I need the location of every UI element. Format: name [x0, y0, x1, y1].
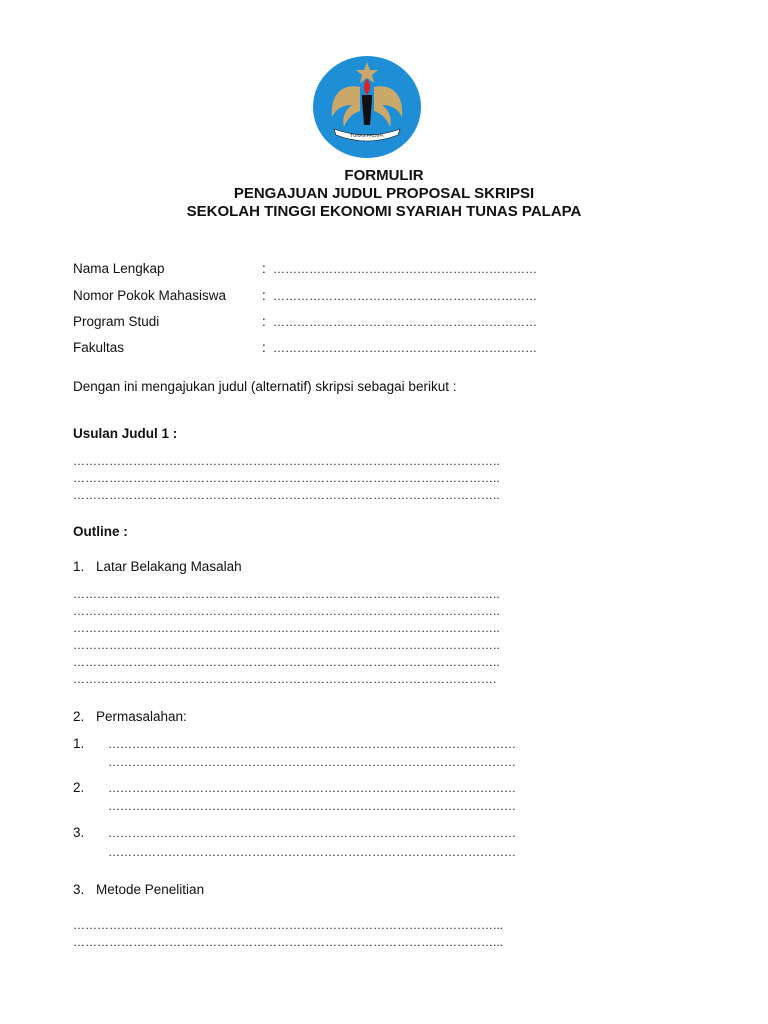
field-colon: :: [262, 314, 266, 329]
field-label-prodi: Program Studi: [73, 314, 160, 329]
permasalahan-item-number: 2.: [73, 780, 85, 795]
metode-penelitian-label: Metode Penelitian: [96, 882, 205, 897]
field-input-npm[interactable]: …………………………………………………………: [273, 289, 537, 303]
permasalahan-line[interactable]: …………………………………………………………………………………………: [108, 799, 516, 813]
latar-line[interactable]: ……………………………………………………………………………………………..: [73, 638, 500, 652]
field-input-fakultas[interactable]: …………………………………………………………: [273, 341, 537, 355]
metode-line[interactable]: ……………………………………………………………………………………………...: [73, 918, 504, 932]
latar-line[interactable]: ……………………………………………………………………………………………..: [73, 655, 500, 669]
latar-line[interactable]: ……………………………………………………………………………………………..: [73, 587, 500, 601]
logo-motto: TUNAS PALAPA: [350, 133, 384, 138]
latar-belakang-label: Latar Belakang Masalah: [96, 559, 242, 574]
permasalahan-item-number: 1.: [73, 736, 85, 751]
form-title-block: [0, 167, 768, 221]
intro-text: Dengan ini mengajukan judul (alternatif) skripsi sebagai berikut :: [73, 379, 457, 394]
latar-line[interactable]: …………………………………………………………………………………………….: [73, 672, 497, 686]
permasalahan-line[interactable]: …………………………………………………………………………………………: [108, 826, 516, 840]
outline-heading: Outline :: [73, 524, 128, 539]
field-colon: :: [262, 340, 266, 355]
outline-number: 1.: [73, 559, 85, 574]
metode-line[interactable]: ……………………………………………………………………………………………...: [73, 935, 504, 949]
field-label-fakultas: Fakultas: [73, 340, 125, 355]
usulan-line[interactable]: ……………………………………………………………………………………………..: [73, 471, 500, 485]
field-input-nama[interactable]: …………………………………………………………: [273, 262, 537, 276]
institution-name: SEKOLAH TINGGI EKONOMI SYARIAH TUNAS PALAPA: [186, 203, 582, 220]
usulan-line[interactable]: ……………………………………………………………………………………………..: [73, 488, 500, 502]
form-title: FORMULIR: [344, 167, 424, 184]
usulan-line[interactable]: ……………………………………………………………………………………………..: [73, 454, 500, 468]
permasalahan-line[interactable]: …………………………………………………………………………………………: [108, 755, 516, 769]
field-label-npm: Nomor Pokok Mahasiswa: [73, 288, 227, 303]
latar-line[interactable]: ……………………………………………………………………………………………..: [73, 621, 500, 635]
field-colon: :: [262, 261, 266, 276]
permasalahan-line[interactable]: …………………………………………………………………………………………: [108, 737, 516, 751]
permasalahan-line[interactable]: …………………………………………………………………………………………: [108, 781, 516, 795]
permasalahan-item-number: 3.: [73, 825, 85, 840]
usulan-heading: Usulan Judul 1 :: [73, 426, 178, 441]
permasalahan-line[interactable]: …………………………………………………………………………………………: [108, 845, 516, 859]
institution-logo: [312, 55, 422, 159]
latar-line[interactable]: ……………………………………………………………………………………………..: [73, 604, 500, 618]
form-subtitle: PENGAJUAN JUDUL PROPOSAL SKRIPSI: [233, 185, 535, 202]
field-input-prodi[interactable]: …………………………………………………………: [273, 315, 537, 329]
permasalahan-label: Permasalahan:: [96, 709, 187, 724]
field-colon: :: [262, 288, 266, 303]
field-label-nama: Nama Lengkap: [73, 261, 165, 276]
outline-number: 2.: [73, 709, 85, 724]
outline-number: 3.: [73, 882, 85, 897]
